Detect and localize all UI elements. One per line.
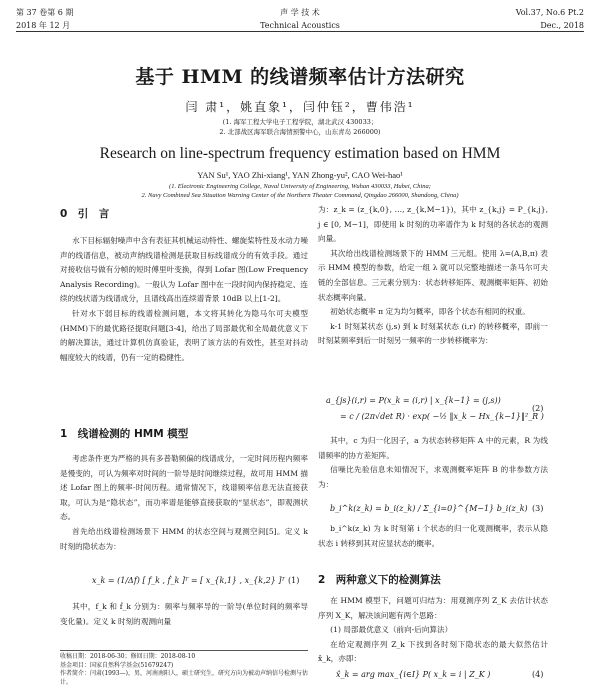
equation-1: x_k = (1/Δf) [ f_k , ḟ_k ]ᵀ = [ x_{k,1} , x_{k,2} ]ᵀ bbox=[92, 576, 285, 585]
after-eq3 bbox=[318, 522, 548, 551]
paragraph: 初始状态概率 π 定为均匀概率，即各个状态有相同的权重。 bbox=[330, 307, 530, 317]
affiliation-en-line: (1. Electronic Engineering College, Naval University of Engineering, Wuhan 430033, Hubei, China; bbox=[169, 183, 431, 190]
footnote-line: 收稿日期：2018-06-30；修回日期：2018-08-10 bbox=[60, 653, 196, 660]
equation-3-number: (3) bbox=[532, 504, 544, 513]
equation-2-line2: = c / (2π√det R) · exp( −½ ‖x_k − Hx_{k−1}‖²_R ) bbox=[340, 412, 544, 421]
right-col-top bbox=[318, 203, 548, 349]
title-cn: 基于 HMM 的线谱频率估计方法研究 bbox=[135, 66, 465, 88]
affiliation-cn-line: 2. 北部战区海军联合海情预警中心，山东青岛 266000) bbox=[219, 128, 381, 136]
running-header bbox=[16, 6, 584, 32]
affiliation-en bbox=[0, 182, 600, 200]
section-heading-intro: 0 引 言 bbox=[60, 208, 110, 220]
paragraph: k-1 时刻某状态 (j,s) 到 k 时刻某状态 (i,r) 的转移概率，即前一时刻某频率到后一时刻另一频率的一步转移概率为： bbox=[318, 321, 548, 346]
paragraph: 水下目标辐射噪声中含有表征其机械运动特性、螺旋桨特性及水动力噪声的线谱信息，被动声纳线谱检测是获取目标线谱成分的有效手段。通过对接收信号做有分帧的短时傅里叶变换，得到 Lofar 图(Low Frequency Analysis Recording)。一般认为 Lofar 图中在一段时间内保持稳定、连续的线状谱为线谱成分，且谱线高出连续谱背景 10dB 以上[1-2]。 bbox=[60, 236, 308, 304]
footnote bbox=[60, 650, 308, 687]
paragraph: 信噪比先验信息未知情况下，求观测概率矩阵 B 的非参数方法为： bbox=[318, 465, 548, 489]
header-journal bbox=[16, 6, 584, 32]
paragraph: 其中，f_k 和 ḟ_k 分别为：频率与频率导的一阶导(单位时间的频率导变化量)。定义 k 时刻的观测向量 bbox=[60, 602, 308, 626]
section-heading-detection: 2 两种意义下的检测算法 bbox=[318, 574, 441, 586]
paragraph: 在给定观测序列 Z_k 下找到各时刻下隐状态的最大似然估计 x̂_k，亦即： bbox=[318, 639, 548, 664]
paragraph: b_i^k(z_k) 为 k 时刻第 i 个状态的归一化观测概率，表示从隐状态 i 转移到其对应显状态的概率。 bbox=[318, 524, 548, 548]
header-rule bbox=[16, 31, 584, 32]
header-date-en: Dec., 2018 bbox=[540, 21, 584, 30]
equation-1-number: (1) bbox=[288, 576, 300, 585]
equation-3: b_i^k(z_k) = b_i(z_k) / Σ_{i=0}^{M−1} b_i(z_k) bbox=[330, 504, 528, 513]
paragraph: 其中，c 为归一化因子，a 为状态转移矩阵 A 中的元素，R 为线谱频率的协方差矩阵。 bbox=[318, 436, 548, 460]
header-journal-en: Technical Acoustics bbox=[260, 21, 340, 30]
header-volume-en bbox=[516, 6, 584, 32]
affiliation-cn-line: (1. 海军工程大学电子工程学院，湖北武汉 430033； bbox=[222, 118, 378, 126]
authors-cn: 闫 肃¹，姚直象¹，闫仲钰²，曹伟浩¹ bbox=[185, 100, 415, 114]
paragraph: 为：z_k = (z_{k,0}, …, z_{k,M−1})，其中 z_{k,j} = P_{k,j}, j ∈ [0, M−1]，即使用 k 时刻的功率谱作为 k 时刻的各状态的观测向量。 bbox=[318, 205, 548, 244]
paragraph: 首先给出线谱检测场景下 HMM 的状态空间与观测空间[5]。定义 k 时刻的隐状态为： bbox=[60, 526, 308, 551]
header-journal-cn: 声 学 技 术 bbox=[280, 8, 320, 17]
equation-2-number: (2) bbox=[532, 404, 544, 413]
equation-2-line1: a_{js}(i,r) = P(x_k = (i,r) | x_{k−1} = (j,s)) bbox=[326, 396, 501, 405]
paragraph: 针对水下弱目标的线谱检测问题，本文将其转化为隐马尔可夫模型(HMM)下的最优路径提取问题[3-4]，给出了局部最优和全局最优意义下的解决算法，通过计算机仿真验证，表明了该方法的有效性，甚至对抖动幅度较大的线谱，仍有一定的稳健性。 bbox=[60, 308, 308, 362]
authors-en: YAN Su¹, YAO Zhi-xiang¹, YAN Zhong-yu², CAO Wei-hao¹ bbox=[197, 170, 403, 180]
paragraph: (1) 局部最优意义（前向-后向算法） bbox=[330, 625, 453, 635]
footnote-line: 作者简介：闫肃(1993—)，男，河南南阳人，硕士研究生，研究方向为被动声纳信号检测与估计。 bbox=[60, 670, 308, 686]
footnote-line: 基金项目：国家自然科学基金(51679247) bbox=[60, 661, 174, 669]
right-col-mid bbox=[318, 434, 548, 492]
affiliation-cn bbox=[0, 117, 600, 137]
header-vol-en: Vol.37, No.6 Pt.2 bbox=[515, 8, 584, 17]
paragraph: 考虑条件更为严格的具有多普勒频偏的线谱成分，一定时间历程内频率是慢变的，可认为频率对时间的一阶导是时间继续过程，故可用 HMM 描述 Lofar 图上的频率-时间历程。通常情况下，线谱频率信息无法直接获取，可认为是“隐状态”，而功率谱是能够直接获取的“显状态”，即观测状态。 bbox=[60, 454, 308, 522]
section-heading-hmm-model: 1 线谱检测的 HMM 模型 bbox=[60, 428, 189, 440]
paragraph: 在 HMM 模型下，问题可归结为：用观测序列 Z_K 去估计状态序列 X_K，解决该问题有两个思路： bbox=[318, 596, 548, 620]
equation-4-number: (4) bbox=[532, 670, 544, 679]
detection-body bbox=[318, 594, 548, 667]
title-en: Research on line-spectrum frequency estimation based on HMM bbox=[99, 145, 501, 162]
header-volume-cn: 第 37 卷第 6 期 bbox=[16, 8, 74, 17]
affiliation-en-line: 2. Navy Combined Sea Situation Warning Center of the Northern Theater Command, Qingdao 266000, Shandong, China) bbox=[141, 192, 459, 199]
after-eq1 bbox=[60, 600, 308, 629]
intro-body bbox=[60, 234, 308, 365]
paragraph: 其次给出线谱检测场景下的 HMM 三元组。使用 λ=(A,B,π) 表示 HMM 模型的参数，给定一组 λ 就可以完整地描述一条马尔可夫链的全部信息。三元素分别为：状态转移矩阵、观测概率矩阵、初始状态概率向量。 bbox=[318, 248, 548, 302]
hmm-model-body bbox=[60, 452, 308, 554]
header-date-cn: 2018 年 12 月 bbox=[16, 21, 71, 30]
equation-4: x̂_k = arg max_{i∈I} P( x_k = i | Z_K ) bbox=[336, 670, 491, 679]
